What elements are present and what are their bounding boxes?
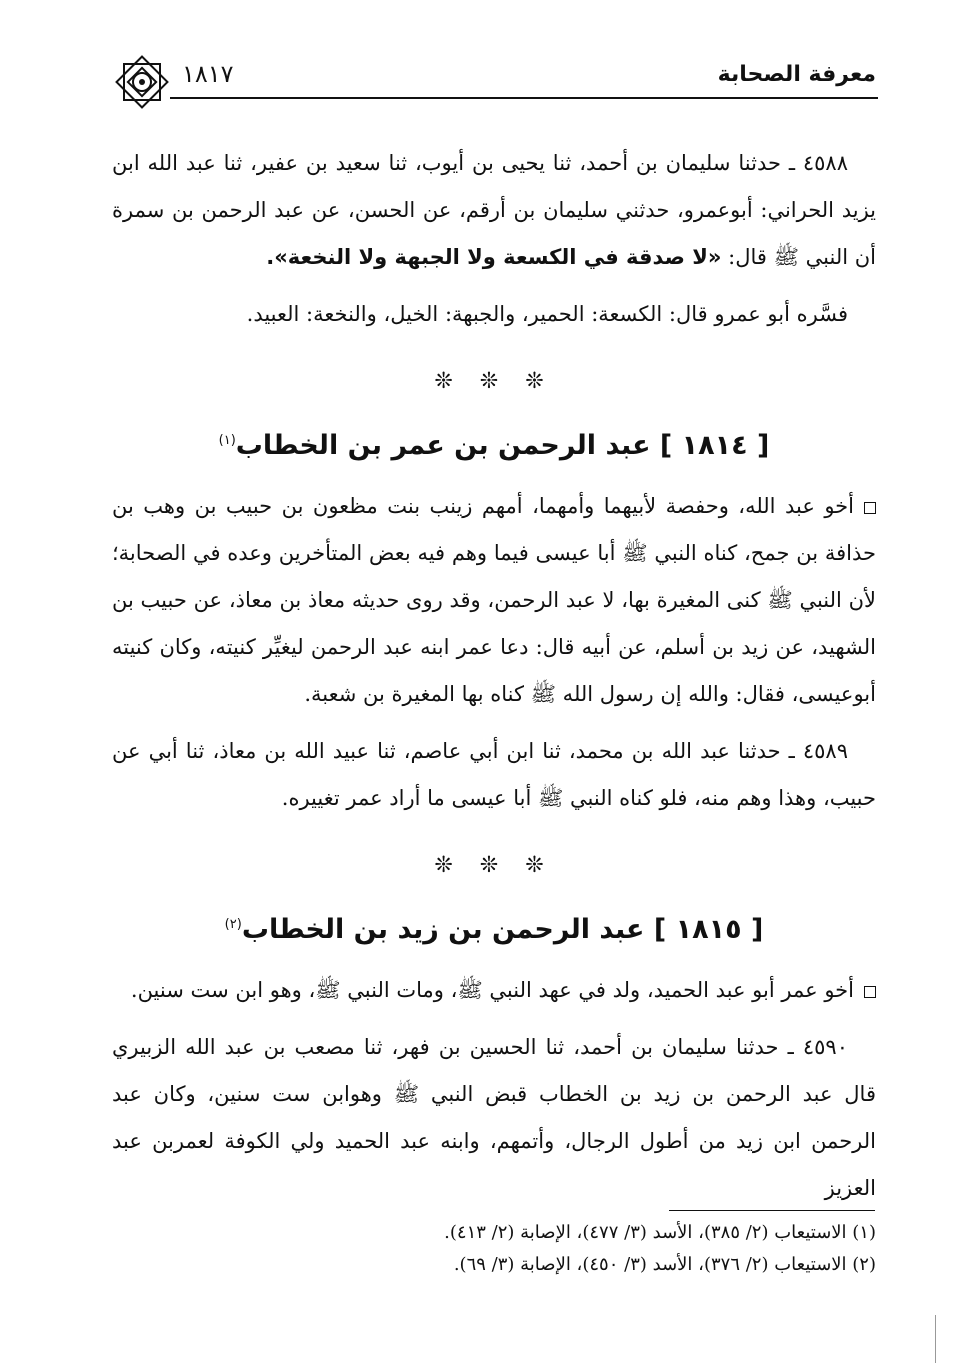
section-heading-1814	[112, 417, 876, 469]
biography-1815	[112, 967, 876, 1014]
hadith-4589: ٤٥٨٩ ـ حدثنا عبد الله بن محمد، ثنا ابن أبي عاصم، ثنا عبيد الله بن معاذ، ثنا أبي عن حبيب، وهذا وهم منه، فلو كناه النبي ﷺ أبا عيسى ما أراد عمر تغييره.	[112, 739, 876, 810]
page-number: ١٨١٧	[182, 60, 234, 88]
hadith-4588	[112, 140, 876, 281]
footnote-rule	[669, 1210, 875, 1211]
hadith-4588-quote: «لا صدقة في الكسعة ولا الجبهة ولا النخعة».	[266, 245, 722, 269]
paragraph-box-icon	[864, 502, 876, 514]
section-divider-stars: ❊ ❊ ❊	[434, 369, 554, 394]
page-edge-mark	[935, 1315, 936, 1363]
footnote-ref-1: (١)	[218, 433, 236, 448]
paragraph-box-icon	[864, 986, 876, 998]
book-title: معرفة الصحابة	[717, 62, 876, 87]
biography-1814-text: أخو عبد الله، وحفصة لأبيهما وأمهما، أمهم زينب بنت مظعون بن حبيب بن وهب بن حذافة بن جمح، كناه النبي ﷺ أبا عيسى فيما وهم فيه بعض المتأخرين وعده في الصحابة؛ لأن النبي ﷺ كنى المغيرة بها، لا عبد الرحمن، وقد روى حديثه معاذ بن معاذ، عن حبيب بن الشهيد، عن زيد بن أسلم، عن أبيه قال: دعا عمر ابنه عبد الرحمن ليغيِّر كنيته، وكان كنيته أبوعيسى، فقال: والله إن رسول الله ﷺ كناه بها المغيرة بن شعبة.	[112, 494, 876, 706]
section-heading-1814-text: [ ١٨١٤ ] عبد الرحمن بن عمر بن الخطاب	[235, 430, 770, 461]
commentary-paragraph: فسَّره أبو عمرو قال: الكسعة: الحمير، والجبهة: الخيل، والنخعة: العبيد.	[246, 302, 848, 326]
section-divider-stars: ❊ ❊ ❊	[434, 853, 554, 878]
hadith-4590: ٤٥٩٠ ـ حدثنا سليمان بن أحمد، ثنا الحسين بن فهر، ثنا مصعب بن عبد الله الزبيري قال عبد الرحمن بن زيد بن الخطاب قبض النبي ﷺ وهوابن ست سنين، وكان عبد الرحمن ابن زيد من أطول الرجال، وأتمهم، وابنه عبد الحميد ولي الكوفة لعمربن عبد العزيز	[112, 1035, 876, 1200]
header-rule	[170, 97, 878, 99]
footnotes	[112, 1217, 876, 1281]
biography-1815-text: أخو عمر أبو عبد الحميد، ولد في عهد النبي ﷺ، ومات النبي ﷺ، وهو ابن ست سنين.	[130, 978, 854, 1002]
main-text	[112, 140, 876, 1212]
hadith-4588-text: ٤٥٨٨ ـ حدثنا سليمان بن أحمد، ثنا يحيى بن أيوب، ثنا سعيد بن عفير، ثنا عبد الله ابن يزيد الحراني: أبوعمرو، حدثني سليمان بن أرقم، عن الحسن، عن عبد الرحمن بن سمرة أن النبي ﷺ قال:	[112, 151, 876, 269]
footnote-1: (١) الاستيعاب (٢/ ٣٨٥)، الأسد (٣/ ٤٧٧)، الإصابة (٢/ ٤١٣).	[444, 1222, 876, 1243]
section-heading-1815	[112, 901, 876, 953]
biography-1814	[112, 483, 876, 718]
page-header	[112, 60, 876, 100]
section-heading-1815-text: [ ١٨١٥ ] عبد الرحمن بن زيد بن الخطاب	[241, 914, 764, 945]
footnote-ref-2: (٢)	[224, 917, 242, 932]
footnote-2: (٢) الاستيعاب (٢/ ٣٧٦)، الأسد (٣/ ٤٥٠)، الإصابة (٣/ ٦٩).	[453, 1254, 876, 1275]
ornament-icon	[112, 52, 172, 112]
